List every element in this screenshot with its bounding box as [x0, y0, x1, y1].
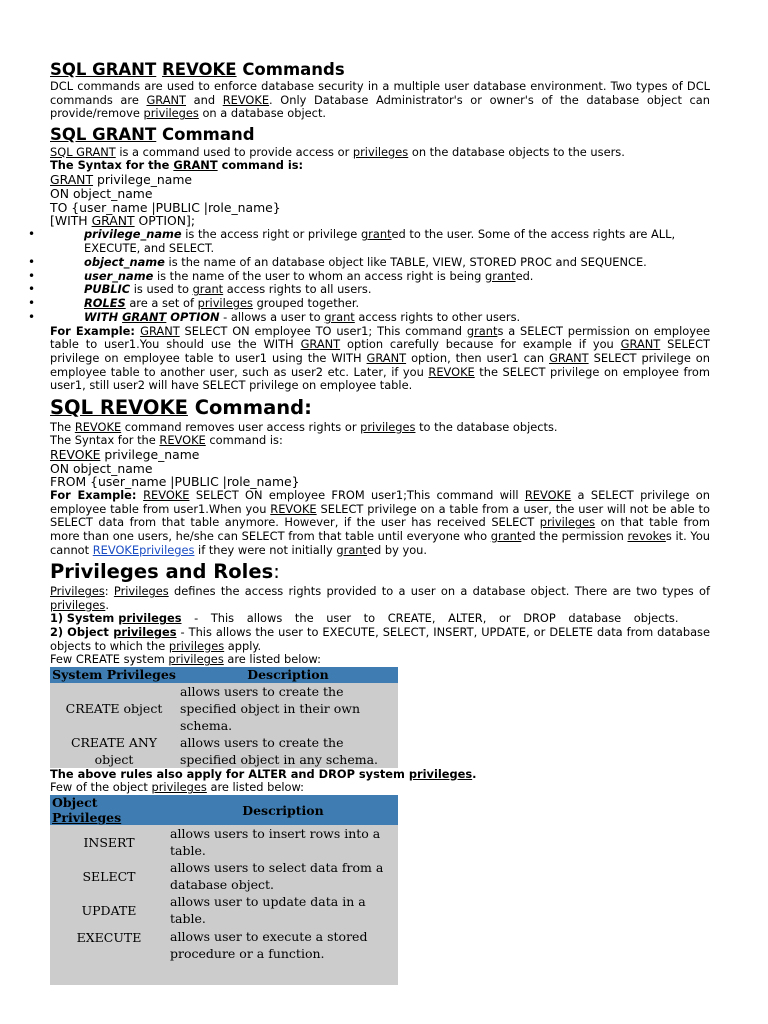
- text: SELECT ON employee TO user1; This command: [179, 323, 467, 338]
- grant-link[interactable]: GRANT: [366, 350, 407, 365]
- revoke-link[interactable]: REVOKE: [524, 488, 572, 503]
- text: the SELECT privilege on employee from user1, still user2 will have SELECT privilege on employee table.: [50, 364, 710, 393]
- intro-link-revoke[interactable]: REVOKE: [222, 92, 270, 107]
- revoke-syntax-code: [50, 448, 710, 489]
- text: command is:: [205, 433, 283, 448]
- intro-link-grant[interactable]: GRANT: [146, 92, 187, 107]
- grant-link[interactable]: GRANT: [549, 350, 589, 365]
- table-header-row: [50, 667, 398, 683]
- text: Object: [52, 795, 98, 810]
- table-cell: CREATE object: [50, 683, 178, 734]
- code-line: ON object_name: [50, 460, 153, 476]
- few-object-label: [50, 781, 710, 795]
- privileges-link[interactable]: privileges: [360, 419, 416, 434]
- text: - allows a user to: [219, 309, 325, 324]
- few-create-label: [50, 653, 710, 667]
- revoke-link[interactable]: REVOKE: [159, 433, 206, 448]
- grant-link[interactable]: grant: [324, 309, 355, 324]
- revoke-description: [50, 421, 710, 435]
- text: on the database objects to the users.: [408, 144, 625, 159]
- table-row: [50, 927, 398, 963]
- list-item: [50, 228, 710, 256]
- grant-link[interactable]: grant: [484, 268, 516, 283]
- text: Few CREATE system: [50, 652, 169, 667]
- column-header: [50, 795, 168, 825]
- revoke-heading: [50, 395, 710, 421]
- list-item: [50, 270, 710, 284]
- column-header: System Privileges: [50, 667, 178, 683]
- text: is the name of the user to whom an access right is being: [153, 268, 485, 283]
- term: WITH: [84, 309, 123, 324]
- list-item: [50, 283, 710, 297]
- grant-desc-privileges-link[interactable]: privileges: [352, 144, 409, 159]
- table-cell: allows users to create the specified object in their own schema.: [178, 683, 398, 734]
- text: SELECT privilege on employee table to another user, such as user2 etc. Later, if you: [50, 350, 710, 379]
- grant-syntax-code: [50, 173, 710, 228]
- privileges-link[interactable]: privileges: [151, 780, 207, 795]
- title-commands: Commands: [242, 60, 345, 79]
- intro-text: . Only Database Administrator's or owner's of the database object can provide/remove: [50, 92, 710, 121]
- table-cell: UPDATE: [50, 893, 168, 927]
- grant-example: [50, 325, 710, 393]
- grant-desc-link[interactable]: SQL GRANT: [50, 144, 116, 159]
- document-page: [50, 58, 710, 985]
- revoke-link[interactable]: REVOKE: [143, 488, 190, 503]
- table-row: [50, 859, 398, 893]
- table-header-row: [50, 795, 398, 825]
- text: ed the permission: [521, 529, 628, 544]
- code-line: TO {user_name |PUBLIC |role_name}: [50, 199, 281, 215]
- privileges-link[interactable]: privileges: [168, 652, 224, 667]
- example-label: For Example:: [50, 323, 141, 338]
- list-item: [50, 297, 710, 311]
- list-item: [50, 256, 710, 270]
- revoke-heading-link[interactable]: SQL REVOKE: [50, 395, 188, 419]
- column-header: Description: [168, 795, 398, 825]
- table-cell: [168, 963, 398, 985]
- object-privileges-table: [50, 795, 398, 985]
- text: option, then user1 can: [406, 350, 550, 365]
- item-label: Object: [67, 625, 114, 640]
- grant-description: [50, 146, 710, 160]
- text: SELECT privilege on employee table to user1 using the WITH: [50, 337, 711, 365]
- text: is a command used to provide access or: [115, 144, 353, 159]
- intro-text: and: [186, 92, 223, 107]
- title-link-revoke[interactable]: REVOKE: [162, 60, 237, 79]
- term: OPTION: [166, 309, 220, 324]
- text: .: [472, 766, 477, 781]
- table-cell: allows users to insert rows into a table.: [168, 825, 398, 859]
- code-revoke-link[interactable]: REVOKE: [50, 446, 101, 462]
- privileges-link[interactable]: privileges: [50, 597, 106, 612]
- table-cell: allows user to execute a stored procedure or a function.: [168, 927, 398, 963]
- text: s a SELECT permission on employee table to user1.You should use the WITH: [50, 323, 710, 352]
- table-row: [50, 734, 398, 768]
- code-line: [50, 448, 710, 462]
- text: The: [50, 419, 75, 434]
- text: The Syntax for the: [50, 433, 160, 448]
- term: object_name: [84, 254, 165, 269]
- text: are a set of: [125, 296, 198, 311]
- text: - This allows the user to CREATE, ALTER, or DROP database objects.: [181, 611, 679, 626]
- grant-syntax-label: [50, 159, 710, 173]
- grant-heading-link[interactable]: SQL GRANT: [50, 124, 157, 144]
- revoke-link[interactable]: REVOKE: [74, 419, 122, 434]
- grant-syntax-link[interactable]: GRANT: [173, 158, 218, 173]
- text: defines the access rights provided to a user on a database object. There are two types of: [168, 584, 710, 599]
- item-number: 1): [50, 611, 64, 626]
- code-line: [50, 173, 710, 187]
- privileges-link[interactable]: privileges: [197, 296, 253, 311]
- text: option carefully because for example if you: [340, 337, 621, 352]
- text: are listed below:: [206, 780, 305, 795]
- example-label: For Example:: [50, 488, 144, 503]
- intro-text: DCL commands are used to enforce database security in a multiple user database environment. Two types of DCL commands are: [50, 79, 710, 107]
- text: command removes user access rights or: [121, 419, 361, 434]
- privileges-link[interactable]: privileges: [168, 638, 225, 653]
- text: command is:: [217, 158, 304, 173]
- code-line: ON object_name: [50, 185, 153, 201]
- system-privileges-table: [50, 667, 398, 768]
- table-cell: CREATE ANY object: [50, 734, 178, 768]
- column-header: Description: [178, 667, 398, 683]
- text: [WITH: [50, 213, 92, 229]
- text: .: [105, 597, 109, 612]
- code-grant-link[interactable]: GRANT: [91, 213, 135, 229]
- revoke-link[interactable]: REVOKE: [270, 501, 317, 516]
- text: SELECT ON employee FROM user1;This command will: [189, 488, 525, 503]
- privileges-link[interactable]: Privileges: [50, 584, 105, 599]
- text: privilege_name: [93, 171, 193, 187]
- grant-link[interactable]: grant: [360, 227, 392, 242]
- text: a SELECT privilege on employee table from user1.When you: [50, 488, 710, 516]
- text: if they were not initially: [194, 542, 337, 557]
- roles-intro: [50, 585, 710, 612]
- table-cell: allows user to update data in a table.: [168, 893, 398, 927]
- text: The above rules also apply for ALTER and DROP system: [50, 766, 409, 781]
- grant-link[interactable]: GRANT: [140, 323, 180, 338]
- text: grouped together.: [252, 296, 360, 311]
- text: :: [104, 584, 114, 599]
- text: ed to the user. Some of the access rights are ALL, EXECUTE, and SELECT.: [84, 227, 676, 255]
- text: access rights to all users.: [223, 282, 372, 297]
- text: on that table from more than one users, he/she can SELECT from that table until everyone who: [50, 515, 710, 544]
- text: is used to: [130, 282, 193, 297]
- text: The Syntax for the: [50, 158, 174, 173]
- privileges-link[interactable]: Privileges: [52, 810, 122, 825]
- code-line: [50, 214, 710, 228]
- table-spacer-row: [50, 963, 398, 985]
- text: s it. You cannot: [50, 529, 711, 557]
- text: OPTION];: [134, 213, 196, 229]
- table-cell: [50, 963, 168, 985]
- text: - This allows the user to EXECUTE, SELECT, INSERT, UPDATE, or DELETE data from database objects to which the: [50, 625, 710, 653]
- item-label: System: [66, 611, 119, 626]
- text: are listed below:: [223, 652, 321, 667]
- roles-heading-text: Privileges and Roles: [50, 560, 274, 584]
- table-row: [50, 683, 398, 734]
- term: user_name: [84, 268, 154, 283]
- term: privilege_name: [84, 227, 182, 242]
- text: SELECT privilege on a table from a user, the user will not be able to SELECT data from that table anymore. However, if the user has received SELECT: [50, 501, 710, 530]
- grant-heading: [50, 124, 710, 146]
- code-grant-link[interactable]: GRANT: [50, 171, 94, 187]
- revoke-example: [50, 489, 710, 557]
- privileges-link[interactable]: privileges: [118, 611, 182, 626]
- table-cell: SELECT: [50, 859, 168, 893]
- grant-heading-text: Command: [156, 124, 255, 144]
- privileges-link[interactable]: Privileges: [113, 584, 169, 599]
- grant-link[interactable]: GRANT: [620, 337, 661, 352]
- title-link-sql-grant[interactable]: SQL GRANT: [50, 60, 157, 79]
- table-cell: allows users to select data from a database object.: [168, 859, 398, 893]
- roles-link[interactable]: ROLES: [84, 296, 126, 311]
- list-item: [50, 311, 710, 325]
- text: privilege_name: [100, 446, 200, 462]
- revoke-heading-text: Command:: [187, 395, 312, 419]
- revoke-syntax-label: [50, 434, 710, 448]
- grant-link[interactable]: grant: [192, 282, 224, 297]
- item-number: 2): [50, 625, 64, 640]
- table-cell: allows users to create the specified object in any schema.: [178, 734, 398, 768]
- roles-item-system: [50, 612, 710, 626]
- intro-paragraph: [50, 80, 710, 121]
- grant-link[interactable]: grant: [466, 323, 498, 338]
- table-row: [50, 893, 398, 927]
- text: access rights to other users.: [354, 309, 521, 324]
- table-cell: EXECUTE: [50, 927, 168, 963]
- code-line: FROM {user_name |PUBLIC |role_name}: [50, 474, 300, 490]
- text: Few of the object: [50, 780, 152, 795]
- table-row: [50, 825, 398, 859]
- text: is the name of an database object like TABLE, VIEW, STORED PROC and SEQUENCE.: [164, 254, 647, 269]
- table-cell: INSERT: [50, 825, 168, 859]
- text: to the database objects.: [415, 419, 558, 434]
- revoke-link[interactable]: REVOKE: [428, 364, 475, 379]
- revoke-link[interactable]: revoke: [627, 529, 666, 544]
- privileges-link[interactable]: privileges: [113, 625, 177, 640]
- grant-link[interactable]: grant: [336, 542, 367, 557]
- text: ed.: [515, 268, 534, 283]
- text: ed by you.: [367, 542, 428, 557]
- privileges-link[interactable]: privileges: [539, 515, 596, 530]
- roles-heading-colon: :: [273, 560, 280, 584]
- revoke-privileges-hyperlink[interactable]: REVOKEprivileges: [92, 542, 195, 557]
- grant-bullet-list: [50, 228, 710, 325]
- text: apply.: [224, 638, 262, 653]
- roles-heading: [50, 559, 710, 585]
- text: is the access right or privilege: [181, 227, 361, 242]
- grant-link[interactable]: grant: [490, 529, 522, 544]
- intro-link-privileges[interactable]: privileges: [143, 106, 199, 121]
- intro-text: on a database object.: [198, 106, 327, 121]
- privileges-link[interactable]: privileges: [408, 766, 473, 781]
- roles-item-object: [50, 626, 710, 653]
- grant-link[interactable]: GRANT: [300, 337, 341, 352]
- rules-note: [50, 768, 710, 782]
- grant-link[interactable]: GRANT: [122, 309, 167, 324]
- term: PUBLIC: [84, 282, 131, 297]
